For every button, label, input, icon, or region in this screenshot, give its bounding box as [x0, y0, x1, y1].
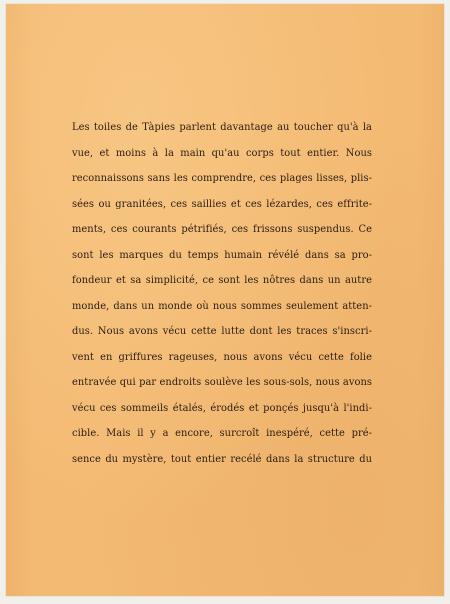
text-line: monde, dans un monde où nous sommes seulement atten-	[72, 300, 372, 312]
text-line: sées ou granitées, ces saillies et ces lézardes, ces effrite-	[72, 198, 372, 210]
text-line: sence du mystère, tout entier recélé dans la structure du	[72, 453, 372, 465]
text-line: fondeur et sa simplicité, ce sont les nôtres dans un autre	[72, 275, 372, 286]
text-line: vent en griffures rageuses, nous avons vécu cette folie	[72, 351, 372, 363]
text-line: dus. Nous avons vécu cette lutte dont les traces s'inscri-	[72, 326, 372, 337]
body-paragraph	[72, 115, 372, 472]
text-line: vécu ces sommeils étalés, érodés et ponçés jusqu'à l'indi-	[72, 402, 372, 414]
text-line: reconnaissons sans les comprendre, ces plages lisses, plis-	[72, 173, 372, 184]
book-page	[6, 4, 444, 596]
text-line: cible. Mais il y a encore, surcroît inespéré, cette pré-	[72, 428, 372, 439]
text-line: ments, ces courants pétrifiés, ces frissons suspendus. Ce	[72, 224, 372, 235]
text-line: entravée qui par endroits soulève les sous-sols, nous avons	[72, 377, 372, 388]
text-line: sont les marques du temps humain révélé dans sa pro-	[72, 249, 372, 261]
text-line: Les toiles de Tàpies parlent davantage au toucher qu'à la	[72, 122, 372, 133]
text-line: vue, et moins à la main qu'au corps tout entier. Nous	[72, 147, 372, 159]
